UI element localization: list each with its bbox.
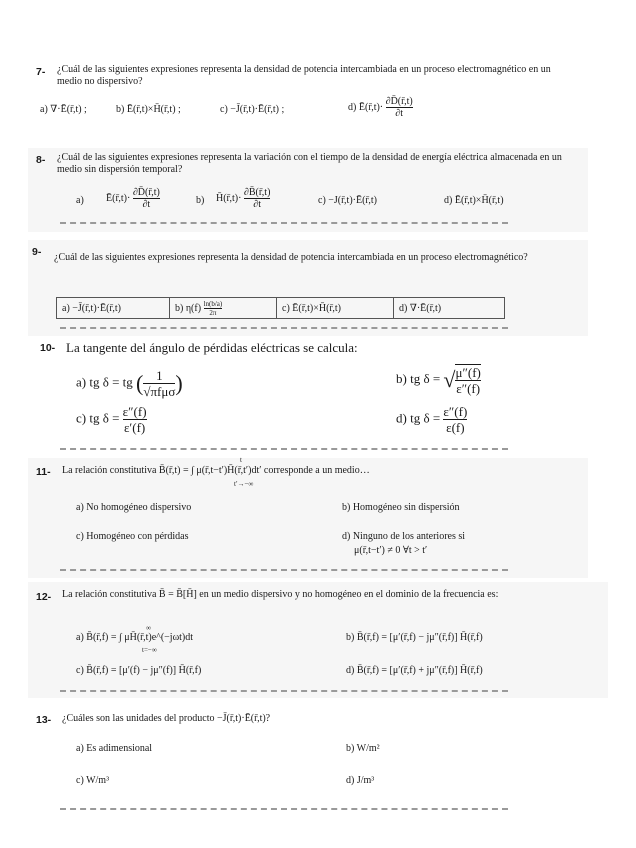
option-a-prefix: Ē(r̄,t)· <box>106 192 131 204</box>
option-c: c) −J(r̄,t)·Ē(r̄,t) <box>318 195 377 206</box>
integral-upper-limit: t <box>240 456 242 464</box>
fraction <box>455 364 480 396</box>
option-c-prefix: c) tg δ = <box>76 410 120 426</box>
numerator: ε″(f) <box>443 404 468 419</box>
question-number: 11- <box>36 466 51 478</box>
numerator: ε″(f) <box>122 404 147 419</box>
option-d <box>396 404 467 435</box>
fraction <box>443 404 467 435</box>
option-a: a) −J̄(r̄,t)·Ē(r̄,t) <box>57 298 170 318</box>
option-a <box>106 187 160 210</box>
fraction <box>123 404 147 435</box>
question-text: ¿Cuál de las siguientes expresiones representa la densidad de potencia intercambiada en un proceso electromagnético en un medio no dispersivo? <box>57 64 551 87</box>
option-c: c) W/m³ <box>76 775 110 786</box>
question-number: 8- <box>36 154 46 166</box>
separator-line <box>60 808 508 810</box>
option-b-label: b) <box>196 195 205 206</box>
fraction <box>244 187 270 210</box>
question-number: 7- <box>36 66 46 78</box>
separator-line <box>60 327 508 329</box>
numerator: 1 <box>143 368 175 384</box>
integral-lower-limit: t=−∞ <box>142 646 157 654</box>
denominator: ε′(f) <box>123 420 146 435</box>
option-d: d) J/m³ <box>346 775 375 786</box>
options-box <box>56 297 505 319</box>
denominator: ε″(f) <box>456 381 481 396</box>
separator-line <box>60 690 508 692</box>
question-number: 9- <box>32 246 42 258</box>
option-a: a) ∇·Ē(r̄,t) ; <box>40 104 87 115</box>
question-text: La relación constitutiva B̄ = B̄[H̄] en un medio dispersivo y no homogéneo en el dominio de la frecuencia es: <box>62 589 499 600</box>
option-d-line2: μ(r̄,t−t′) ≠ 0 ∀t > t′ <box>354 545 428 556</box>
option-a: a) No homogéneo dispersivo <box>76 502 192 513</box>
option-c: c) Ē(r̄,t)×H̄(r̄,t) <box>277 298 394 318</box>
option-b-prefix: b) η(f) <box>175 302 202 314</box>
option-c: c) Homogéneo con pérdidas <box>76 531 189 542</box>
numerator: ∂D̄(r̄,t) <box>132 187 160 198</box>
question-text: ¿Cuál de las siguientes expresiones representa la densidad de potencia intercambiada en un proceso electromagnético? <box>54 252 528 263</box>
fraction <box>133 187 160 210</box>
question-number: 13- <box>36 714 52 726</box>
option-a: a) B̄(r̄,f) = ∫ μH̄(r̄,t)e^(−jωt)dt <box>76 632 194 643</box>
option-b: b) tg δ = √ $\frac{\mu''(f)}{\varepsilon''(f)}$ <box>396 365 481 396</box>
denominator: ∂t <box>395 108 404 119</box>
option-d-prefix: d) Ē(r̄,t)· <box>348 101 384 113</box>
denominator: ∂t <box>253 199 262 210</box>
option-a: a) Es adimensional <box>76 743 153 754</box>
question-number: 10- <box>40 342 56 354</box>
option-b: b) Ē(r̄,t)×H̄(r̄,t) ; <box>116 104 181 115</box>
option-c: c) −J̄(r̄,t)·Ē(r̄,t) ; <box>220 104 285 115</box>
option-d: d) ∇·Ē(r̄,t) <box>399 302 442 314</box>
separator-line <box>60 448 508 450</box>
numerator: ∂D̄(r̄,t) <box>385 96 413 107</box>
integral-lower-limit: t′→−∞ <box>234 480 254 488</box>
option-b <box>170 298 277 318</box>
numerator: ln(b/a) <box>203 299 223 308</box>
separator-line <box>60 569 508 571</box>
option-b: b) B̄(r̄,f) = [μ′(r̄,f) − jμ″(r̄,f)] H̄(r̄,f) <box>346 632 483 643</box>
option-b <box>216 187 270 210</box>
option-d: d) Ē(r̄,t)×H̄(r̄,t) <box>444 195 504 206</box>
separator-line <box>60 222 508 224</box>
numerator: μ″(f) <box>455 365 481 380</box>
question-number: 12- <box>36 591 52 603</box>
question-text: La tangente del ángulo de pérdidas eléctricas se calcula: <box>66 340 358 355</box>
option-c <box>76 404 147 435</box>
denominator: √πfμσ <box>143 384 176 399</box>
option-b: b) W/m² <box>346 743 380 754</box>
option-d-prefix: d) tg δ = <box>396 410 441 426</box>
question-text: La relación constitutiva B̄(r̄,t) = ∫ μ(r̄,t−t′)H̄(r̄,t′)dt′ corresponde a un medio… <box>62 465 370 476</box>
numerator: ∂B̄(r̄,t) <box>243 187 271 198</box>
question-text: ¿Cuál de las siguientes expresiones representa la variación con el tiempo de la densidad de energía eléctrica almacenada en un medio sin dispersión temporal? <box>57 152 562 175</box>
denominator: 2π <box>209 308 217 317</box>
option-b-prefix: b) tg δ = <box>396 370 441 386</box>
option-b: b) Homogéneo sin dispersión <box>342 502 460 513</box>
option-a-prefix: a) tg δ = tg <box>76 374 133 390</box>
question-text: ¿Cuáles son las unidades del producto −J̄(r̄,t)·Ē(r̄,t)? <box>62 713 271 724</box>
option-b-prefix: H̄(r̄,t)· <box>216 192 242 204</box>
denominator: ε(f) <box>446 420 465 435</box>
denominator: ∂t <box>142 199 151 210</box>
option-a-label: a) <box>76 195 84 206</box>
fraction <box>386 96 413 119</box>
option-d-line1: d) Ninguno de los anteriores si <box>342 531 466 542</box>
option-d: d) B̄(r̄,f) = [μ′(r̄,f) + jμ″(r̄,f)] H̄(r̄,f) <box>346 665 483 676</box>
option-d <box>348 96 413 119</box>
option-c: c) B̄(r̄,f) = [μ′(f) − jμ″(f)] H̄(r̄,f) <box>76 665 202 676</box>
option-a: a) tg δ = tg ( $\frac{1}{\text{√πfμσ}}$ ) <box>76 368 183 399</box>
fraction <box>143 368 175 399</box>
integral-upper-limit: ∞ <box>146 624 151 632</box>
fraction <box>204 300 223 317</box>
